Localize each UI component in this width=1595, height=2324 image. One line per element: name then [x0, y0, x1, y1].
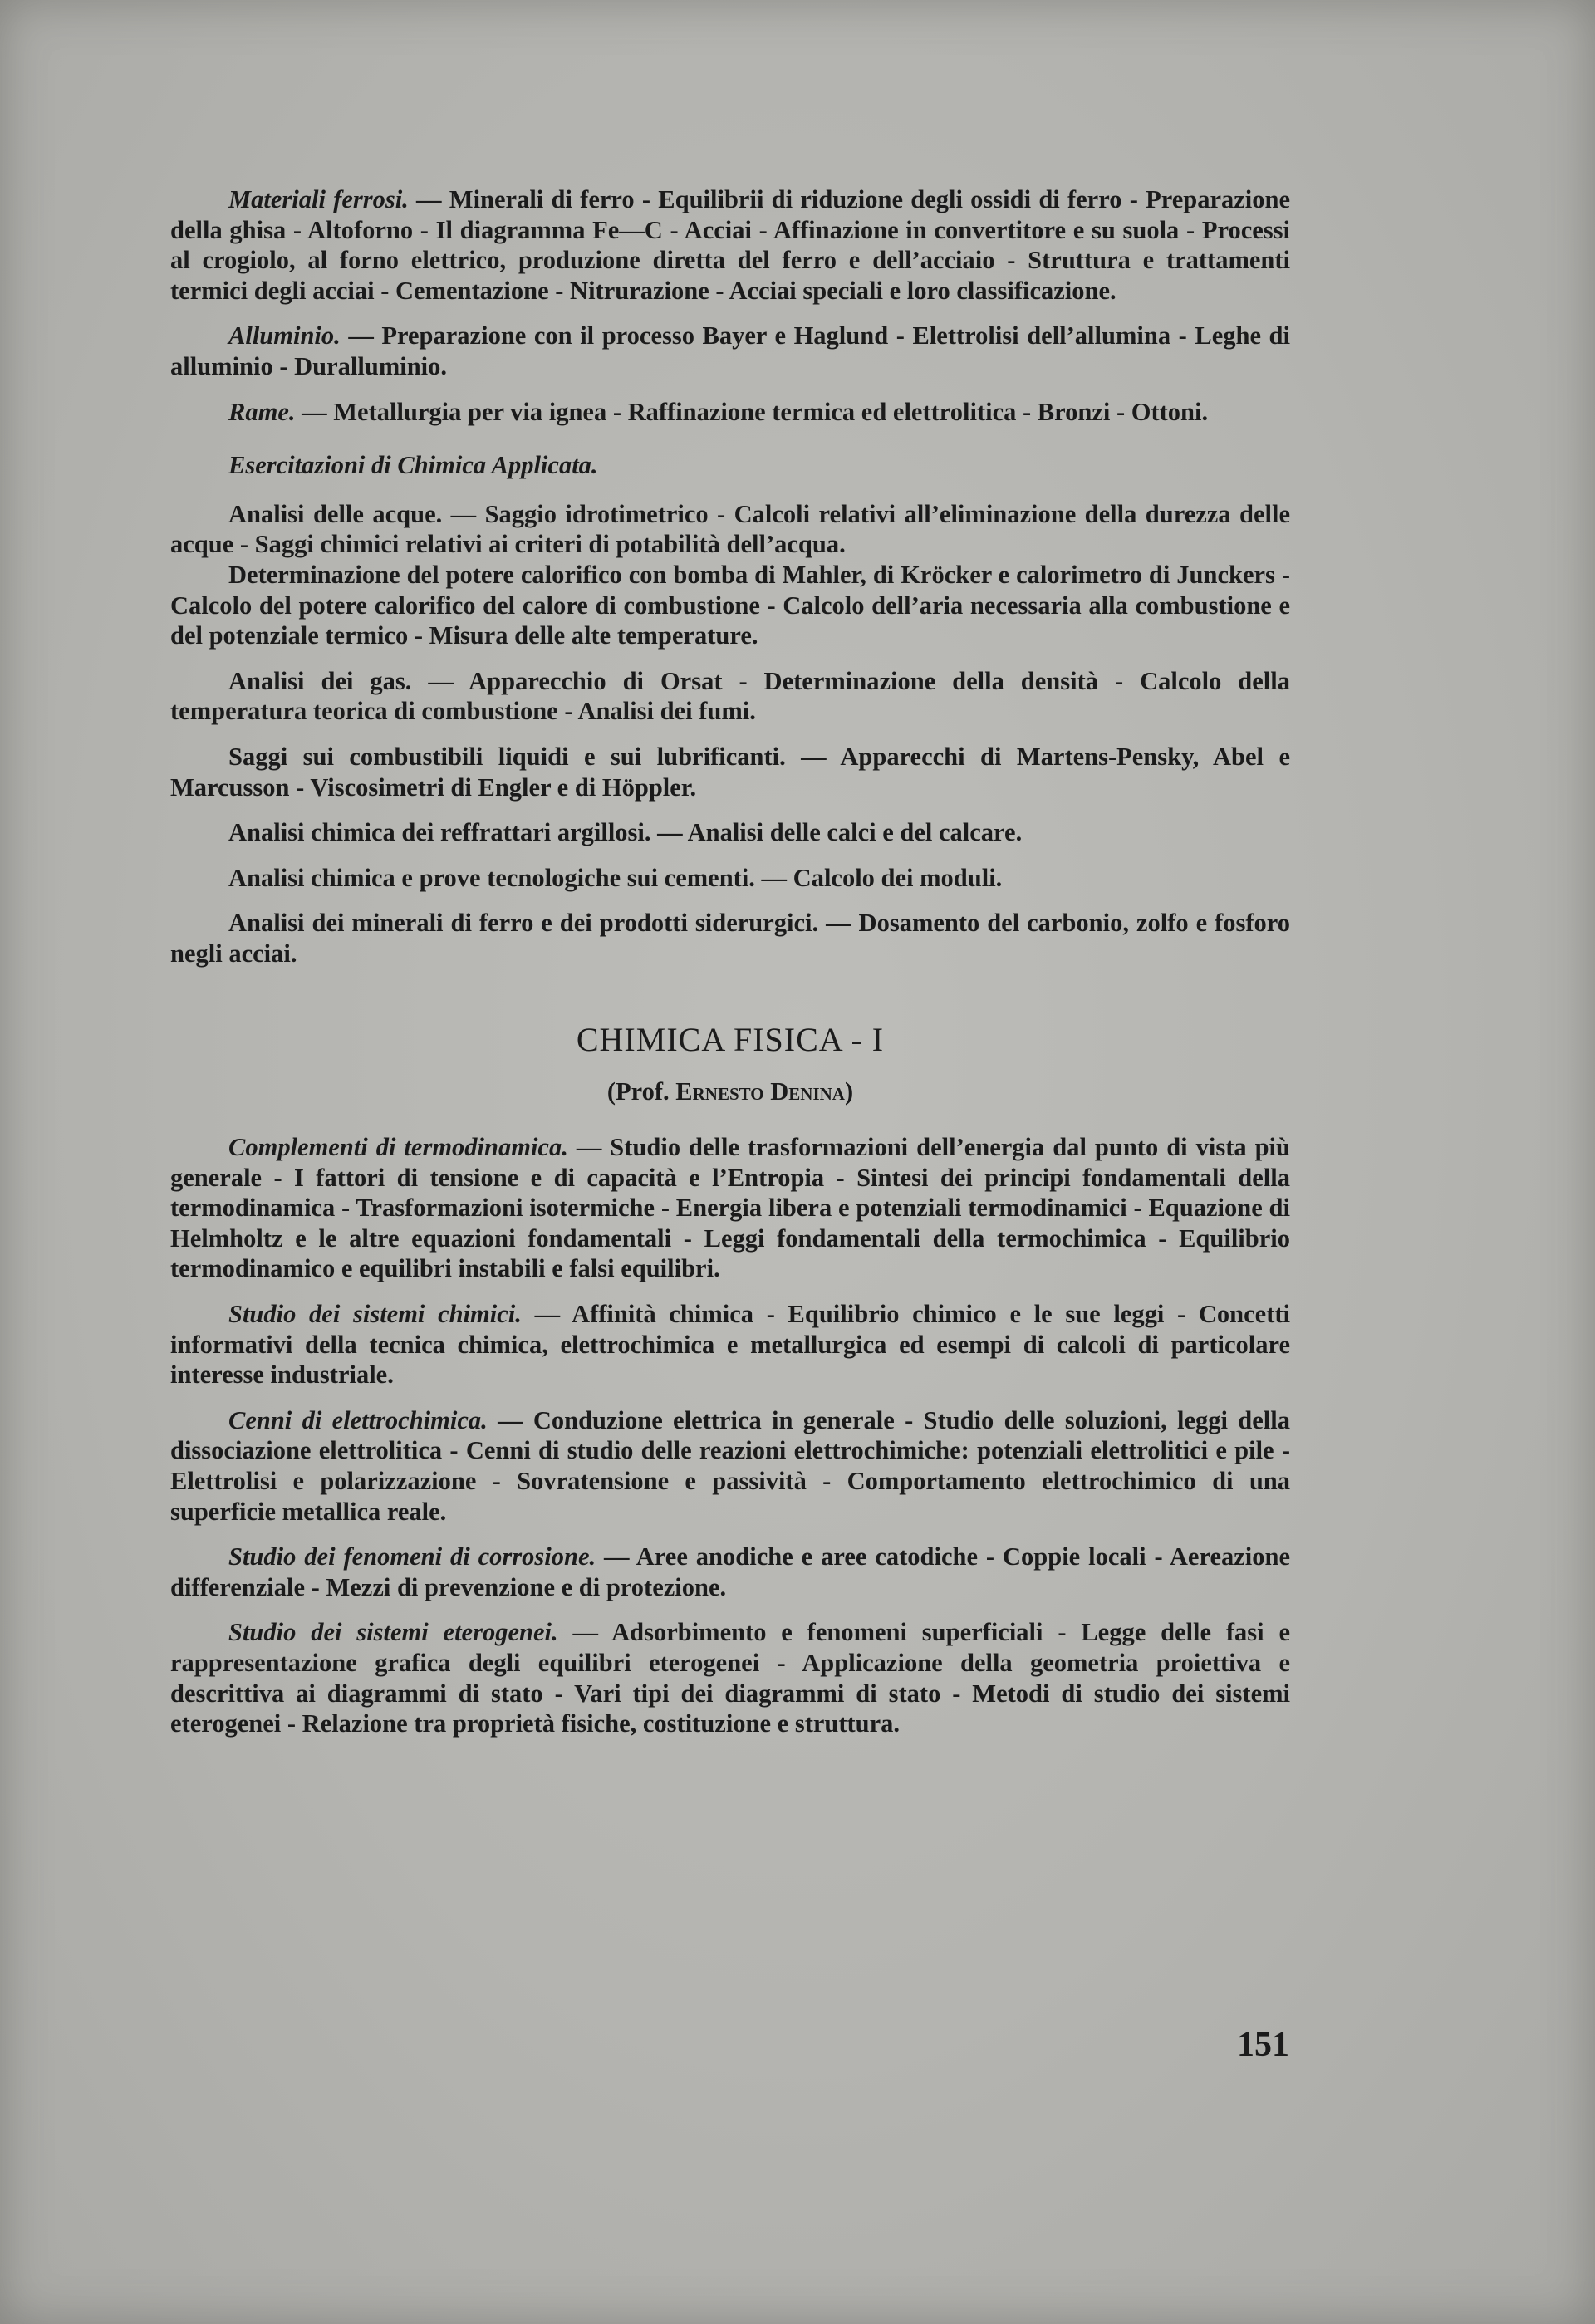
professor-line: (Prof. Ernesto Denina)	[606, 1077, 854, 1106]
exercises-heading: Esercitazioni di Chimica Applicata.	[228, 451, 598, 480]
exercise-paragraph: Saggi sui combustibili liquidi e sui lubrificanti. — Apparecchi di Martens-Pensky, Abel e Marcusson - Viscosimetri di Engler e di Höppler.	[170, 742, 1290, 802]
exercise-paragraph: Determinazione del potere calorifico con bomba di Mahler, di Kröcker e calorimetro di Junckers - Calcolo del potere calorifico del calore di combustione - Calcolo dell’aria necessaria alla combustione e del potenziale termico - Misura delle alte temperature.	[170, 560, 1290, 650]
page-number: 151	[1237, 2026, 1289, 2064]
professor-name: Ernesto Denina	[675, 1077, 845, 1106]
topic-text: — Aree anodiche e aree catodiche - Coppie locali - Aereazione differenziale - Mezzi di prevenzione e di protezione.	[170, 1542, 1290, 1601]
paragraph-alluminio	[170, 321, 1290, 381]
exercise-paragraph: Analisi dei minerali di ferro e dei prodotti siderurgici. — Dosamento del carbonio, zolfo e fosforo negli acciai.	[170, 909, 1290, 968]
topic-text: — Metallurgia per via ignea - Raffinazione termica ed elettrolitica - Bronzi - Ottoni.	[295, 397, 1209, 426]
exercise-paragraph: Analisi dei gas. — Apparecchio di Orsat - Determinazione della densità - Calcolo della temperatura teorica di combustione - Analisi dei fumi.	[170, 666, 1290, 726]
exercise-paragraph: Analisi chimica dei reffrattari argillosi. — Analisi delle calci e del calcare.	[228, 818, 1023, 847]
paragraph-termodinamica	[170, 1132, 1290, 1284]
exercise-paragraph: Analisi chimica e prove tecnologiche sui cementi. — Calcolo dei moduli.	[228, 863, 1003, 892]
paragraph-materiali-ferrosi	[170, 184, 1290, 306]
exercise-paragraph: Analisi delle acque. — Saggio idrotimetrico - Calcoli relativi all’eliminazione della durezza delle acque - Saggi chimici relativi ai criteri di potabilità dell’acqua.	[170, 499, 1290, 559]
topic-text: — Adsorbimento e fenomeni superficiali - Legge delle fasi e rappresentazione grafica degli equilibri eterogenei - Applicazione della geometria proiettiva e descrittiva ai diagrammi di stato - Vari tipi dei diagrammi di stato - Metodi di studio dei sistemi eterogenei - Relazione tra proprietà fisiche, costituzione e struttura.	[170, 1618, 1290, 1738]
topic-text: — Conduzione elettrica in generale - Studio delle soluzioni, leggi della dissociazione elettrolitica - Cenni di studio delle reazioni elettrochimiche: potenziali elettrolitici e pile - Elettrolisi e polarizzazione - Sovratensione e passività - Comportamento elettrochimico di una superficie metallica reale.	[170, 1405, 1290, 1526]
topic-heading: Cenni di elettrochimica.	[228, 1405, 488, 1434]
paragraph-rame	[170, 397, 1290, 428]
page-body	[170, 184, 1290, 1754]
paragraph-sistemi-chimici	[170, 1299, 1290, 1390]
topic-text: — Studio delle trasformazioni dell’energia dal punto di vista più generale - I fattori di tensione e di capacità e l’Entropia - Sintesi dei principi fondamentali della termodinamica - Trasformazioni isotermiche - Energia libera e potenziali termodinamici - Equazione di Helmholtz e le altre equazioni fondamentali - Leggi fondamentali della termochimica - Equilibrio termodinamico e equilibri instabili e falsi equilibri.	[170, 1133, 1290, 1283]
paragraph-corrosione	[170, 1542, 1290, 1602]
topic-heading: Studio dei sistemi chimici.	[228, 1300, 522, 1329]
topic-heading: Studio dei fenomeni di corrosione.	[228, 1542, 596, 1571]
topic-text: — Affinità chimica - Equilibrio chimico e le sue leggi - Concetti informativi della tecnica chimica, elettrochimica e metallurgica ed esempi di calcoli di particolare interesse industriale.	[170, 1300, 1290, 1390]
paragraph-elettrochimica	[170, 1405, 1290, 1527]
topic-heading: Rame.	[228, 397, 296, 426]
topic-text: — Preparazione con il processo Bayer e Haglund - Elettrolisi dell’allumina - Leghe di alluminio - Duralluminio.	[170, 321, 1290, 380]
topic-heading: Materiali ferrosi.	[228, 185, 409, 213]
topic-heading: Alluminio.	[228, 321, 341, 351]
paragraph-sistemi-eterogenei	[170, 1617, 1290, 1738]
topic-heading: Complementi di termodinamica.	[228, 1133, 568, 1162]
section-title: CHIMICA FISICA - I	[576, 1021, 885, 1059]
topic-text: — Minerali di ferro - Equilibrii di riduzione degli ossidi di ferro - Preparazione della ghisa - Altoforno - Il diagramma Fe—C - Acciai - Affinazione in convertitore e su suola - Processi al crogiolo, al forno elettrico, produzione diretta del ferro e dell’acciaio - Struttura e trattamenti termici degli acciai - Cementazione - Nitrurazione - Acciai speciali e loro classificazione.	[170, 185, 1290, 305]
topic-heading: Studio dei sistemi eterogenei.	[228, 1618, 558, 1647]
